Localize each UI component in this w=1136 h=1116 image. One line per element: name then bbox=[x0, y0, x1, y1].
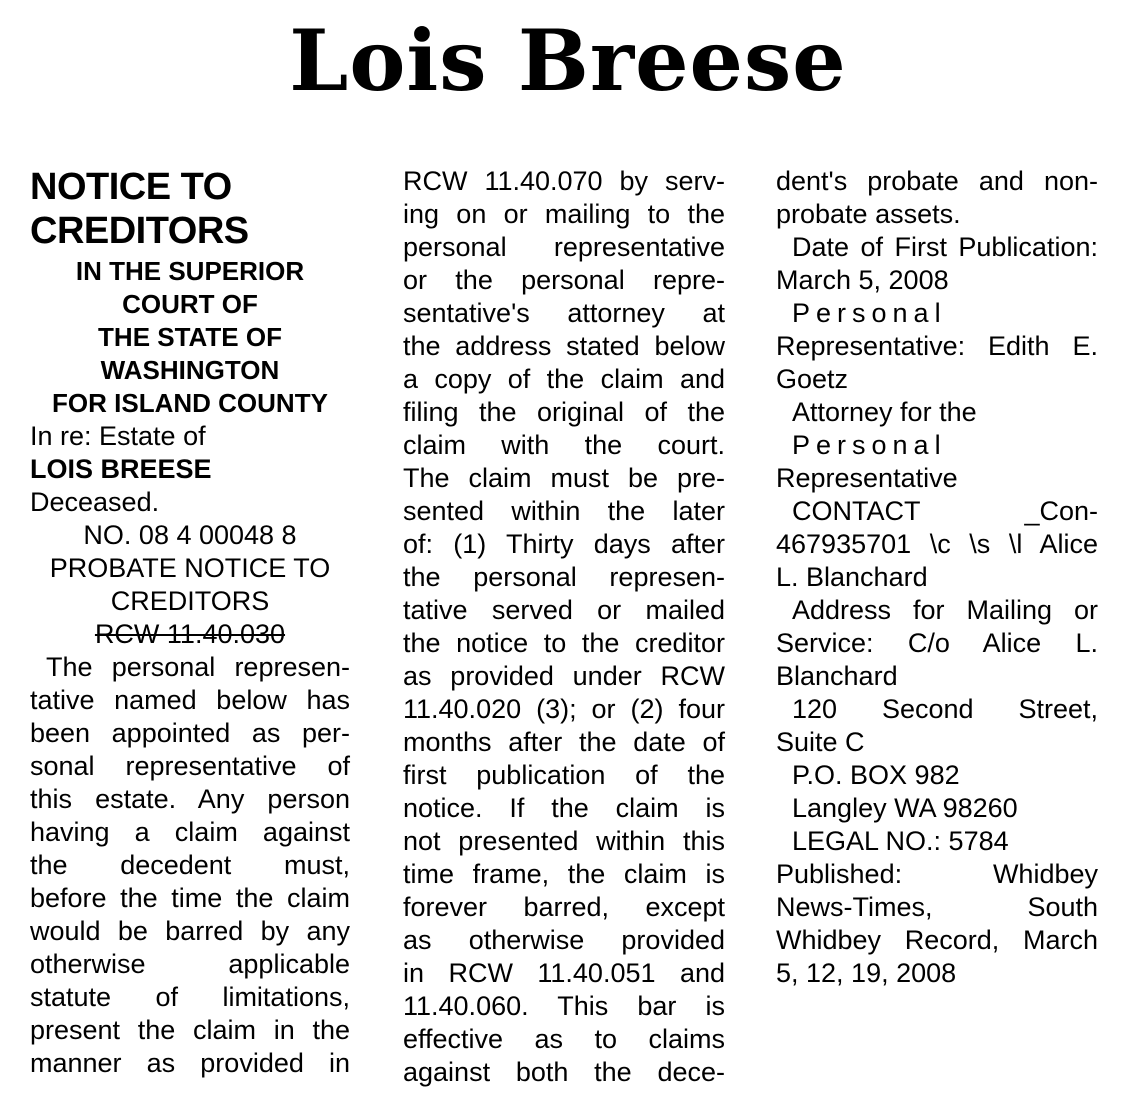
notice-heading: NOTICE TO CREDITORS bbox=[30, 166, 249, 252]
document-title-line-1: PROBATE NOTICE TO bbox=[49, 553, 331, 583]
body-line: as provided under RCW bbox=[403, 661, 725, 691]
deceased-label: Deceased. bbox=[30, 487, 160, 517]
body-line: ing on or mailing to the bbox=[403, 199, 725, 229]
body-line: personal representative bbox=[403, 232, 725, 262]
body-line: claim with the court. bbox=[403, 430, 725, 460]
body-line: of: (1) Thirty days after bbox=[403, 529, 725, 559]
body-line: months after the date of bbox=[403, 727, 725, 757]
body-line: dent's probate and non- bbox=[776, 166, 1098, 196]
body-line: the notice to the creditor bbox=[403, 628, 725, 658]
attorney-label-2: Personal bbox=[792, 430, 947, 460]
body-line: statute of limitations, bbox=[30, 982, 350, 1012]
body-line: tative served or mailed bbox=[403, 595, 725, 625]
body-line: RCW 11.40.070 by serv- bbox=[403, 166, 725, 196]
body-line: probate assets. bbox=[776, 199, 961, 229]
body-line: 11.40.020 (3); or (2) four bbox=[403, 694, 725, 724]
body-line: forever barred, except bbox=[403, 892, 725, 922]
published-line-4: 5, 12, 19, 2008 bbox=[776, 958, 957, 988]
body-line: as otherwise provided bbox=[403, 925, 725, 955]
column-3 bbox=[776, 165, 1098, 990]
contact-line-1: CONTACT _Con- bbox=[792, 496, 1098, 526]
body-line: filing the original of the bbox=[403, 397, 725, 427]
body-line: 11.40.060. This bar is bbox=[403, 991, 725, 1021]
city-line: Langley WA 98260 bbox=[792, 793, 1018, 823]
address-label-3: Blanchard bbox=[776, 661, 898, 691]
body-line: this estate. Any person bbox=[30, 784, 350, 814]
personal-rep-name: Goetz bbox=[776, 364, 849, 394]
body-line: sented within the later bbox=[403, 496, 725, 526]
body-line: tative named below has bbox=[30, 685, 350, 715]
court-line-3: THE STATE OF bbox=[98, 322, 282, 352]
street-line-2: Suite C bbox=[776, 727, 865, 757]
body-line: time frame, the claim is bbox=[403, 859, 725, 889]
body-line: having a claim against bbox=[30, 817, 350, 847]
body-line: first publication of the bbox=[403, 760, 725, 790]
attorney-label-3: Representative bbox=[776, 463, 958, 493]
body-line: manner as provided in bbox=[30, 1048, 350, 1078]
attorney-label-1: Attorney for the bbox=[792, 397, 977, 427]
body-line: a copy of the claim and bbox=[403, 364, 725, 394]
legal-number: LEGAL NO.: 5784 bbox=[792, 826, 1009, 856]
body-line: the address stated below bbox=[403, 331, 725, 361]
body-line: present the claim in the bbox=[30, 1015, 350, 1045]
address-label-2: Service: C/o Alice L. bbox=[776, 628, 1098, 658]
address-label-1: Address for Mailing or bbox=[792, 595, 1098, 625]
rcw-citation: RCW 11.40.030 bbox=[94, 619, 286, 649]
body-line: The personal represen- bbox=[46, 652, 350, 682]
body-line: before the time the claim bbox=[30, 883, 350, 913]
page-title: Lois Breese bbox=[289, 11, 847, 110]
case-number: NO. 08 4 00048 8 bbox=[83, 520, 297, 550]
publication-date: March 5, 2008 bbox=[776, 265, 949, 295]
body-line: against both the dece- bbox=[403, 1057, 725, 1087]
body-line: in RCW 11.40.051 and bbox=[403, 958, 725, 988]
published-line-2: News-Times, South bbox=[776, 892, 1098, 922]
personal-rep-label-1: Personal bbox=[792, 298, 947, 328]
court-line-5: FOR ISLAND COUNTY bbox=[52, 388, 328, 418]
published-line-3: Whidbey Record, March bbox=[776, 925, 1098, 955]
body-line: not presented within this bbox=[403, 826, 725, 856]
body-line: or the personal repre- bbox=[403, 265, 725, 295]
street-line-1: 120 Second Street, bbox=[792, 694, 1098, 724]
column-1 bbox=[30, 165, 350, 1080]
body-line: sentative's attorney at bbox=[403, 298, 725, 328]
decedent-name: LOIS BREESE bbox=[30, 454, 212, 484]
court-line-2: COURT OF bbox=[122, 289, 258, 319]
in-re-label: In re: Estate of bbox=[30, 421, 206, 451]
body-line: been appointed as per- bbox=[30, 718, 350, 748]
contact-line-3: L. Blanchard bbox=[776, 562, 928, 592]
body-line: the decedent must, bbox=[30, 850, 350, 880]
court-line-1: IN THE SUPERIOR bbox=[75, 256, 305, 286]
publication-date-label: Date of First Publication: bbox=[792, 232, 1098, 262]
contact-line-2: 467935701 \c \s \l Alice bbox=[776, 529, 1098, 559]
po-box: P.O. BOX 982 bbox=[792, 760, 960, 790]
column-2 bbox=[403, 165, 725, 1089]
body-line: the personal represen- bbox=[403, 562, 725, 592]
personal-rep-label-2: Representative: Edith E. bbox=[776, 331, 1098, 361]
body-line: notice. If the claim is bbox=[403, 793, 725, 823]
body-line: The claim must be pre- bbox=[403, 463, 725, 493]
document-title-line-2: CREDITORS bbox=[110, 586, 270, 616]
body-line: otherwise applicable bbox=[30, 949, 350, 979]
body-line: would be barred by any bbox=[30, 916, 350, 946]
court-line-4: WASHINGTON bbox=[100, 355, 280, 385]
published-line-1: Published: Whidbey bbox=[776, 859, 1098, 889]
body-line: sonal representative of bbox=[30, 751, 350, 781]
body-line: effective as to claims bbox=[403, 1024, 725, 1054]
